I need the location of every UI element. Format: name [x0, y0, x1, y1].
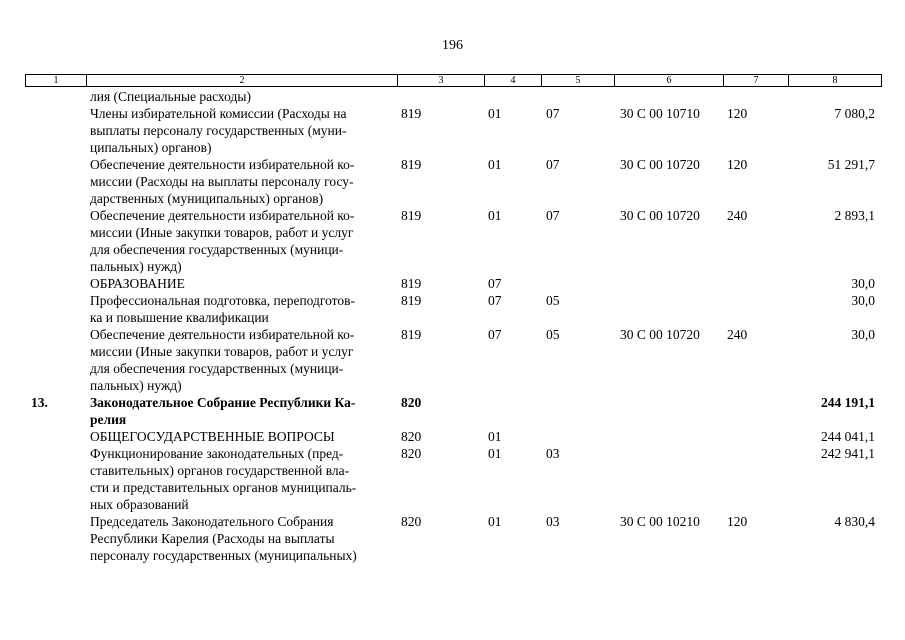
- item-name-line: миссии (Иные закупки товаров, работ и услуг: [90, 344, 354, 359]
- amount: [788, 88, 881, 105]
- column-header-1: 1: [26, 75, 87, 87]
- subsection-code: 05: [546, 293, 560, 308]
- item-name-line: для обеспечения государственных (муници-: [90, 242, 344, 257]
- subsection-code: 07: [546, 157, 560, 172]
- target-article-code: 30 С 00 10720: [620, 327, 700, 342]
- department-code: 819: [401, 276, 422, 291]
- amount: 30,0: [851, 327, 875, 342]
- page-number: 196: [442, 38, 463, 53]
- table-row: [25, 445, 881, 513]
- target-article-code: [614, 275, 723, 292]
- target-article-code: 30 С 00 10720: [620, 208, 700, 223]
- table-row: [25, 275, 881, 292]
- column-header-3: 3: [398, 75, 485, 87]
- target-article-code: [614, 88, 723, 105]
- row-number: [25, 326, 86, 394]
- header-row: [26, 75, 882, 87]
- item-name-line: ставительных) органов государственной вла-: [90, 463, 350, 478]
- department-code: 819: [401, 208, 422, 223]
- item-name: [86, 513, 397, 564]
- target-article-code: [614, 292, 723, 326]
- item-name-line: для обеспечения государственных (муници-: [90, 361, 344, 376]
- budget-table: [25, 88, 881, 564]
- row-number: 13.: [31, 395, 48, 410]
- item-name: [86, 207, 397, 275]
- section-code: 07: [488, 327, 502, 342]
- row-number: [25, 513, 86, 564]
- section-code: 07: [488, 276, 502, 291]
- item-name-line: ОБРАЗОВАНИЕ: [90, 276, 185, 291]
- expense-type-code: 120: [727, 157, 748, 172]
- item-name: [86, 394, 397, 428]
- row-number: [25, 105, 86, 156]
- department-code: 819: [401, 106, 422, 121]
- section-code: 01: [488, 429, 502, 444]
- item-name-line: лия (Специальные расходы): [90, 89, 251, 104]
- table-row: [25, 88, 881, 105]
- amount: 4 830,4: [834, 514, 875, 529]
- item-name-line: Профессиональная подготовка, переподготов-: [90, 293, 356, 308]
- item-name: [86, 105, 397, 156]
- table-row: [25, 105, 881, 156]
- target-article-code: 30 С 00 10720: [620, 157, 700, 172]
- item-name: [86, 326, 397, 394]
- amount: 30,0: [851, 276, 875, 291]
- table-row: [25, 156, 881, 207]
- amount: 7 080,2: [834, 106, 875, 121]
- expense-type-code: 240: [727, 327, 748, 342]
- amount: 242 941,1: [821, 446, 875, 461]
- item-name-line: Обеспечение деятельности избирательной ко-: [90, 327, 355, 342]
- row-number: [25, 207, 86, 275]
- subsection-code: 07: [546, 208, 560, 223]
- section-code: 01: [488, 157, 502, 172]
- row-number: [25, 445, 86, 513]
- department-code: 819: [401, 293, 422, 308]
- item-name-line: Председатель Законодательного Собрания: [90, 514, 334, 529]
- amount: 244 041,1: [821, 429, 875, 444]
- item-name-line: выплаты персоналу государственных (муни-: [90, 123, 347, 138]
- item-name-line: Республики Карелия (Расходы на выплаты: [90, 531, 335, 546]
- item-name-line: сти и представительных органов муниципаль-: [90, 480, 357, 495]
- target-article-code: 30 С 00 10210: [620, 514, 700, 529]
- subsection-code: 07: [546, 106, 560, 121]
- expense-type-code: 120: [727, 106, 748, 121]
- item-name: [86, 156, 397, 207]
- department-code: 819: [401, 157, 422, 172]
- target-article-code: 30 С 00 10710: [620, 106, 700, 121]
- table-row: [25, 326, 881, 394]
- subsection-code: 05: [546, 327, 560, 342]
- column-header-8: 8: [789, 75, 882, 87]
- expense-type-code: [723, 445, 788, 513]
- item-name-line: Обеспечение деятельности избирательной ко-: [90, 208, 355, 223]
- item-name-line: дарственных (муниципальных) органов): [90, 191, 324, 206]
- department-code: 820: [401, 395, 422, 410]
- item-name-line: Законодательное Собрание Республики Ка-: [90, 395, 356, 410]
- row-number: [25, 275, 86, 292]
- department-code: 819: [401, 327, 422, 342]
- item-name-line: ных образований: [90, 497, 189, 512]
- table-row: [25, 292, 881, 326]
- item-name-line: Обеспечение деятельности избирательной ко-: [90, 157, 355, 172]
- section-code: 01: [488, 106, 502, 121]
- row-number: [25, 292, 86, 326]
- item-name: [86, 428, 397, 445]
- item-name-line: пальных) нужд): [90, 259, 182, 274]
- subsection-code: 03: [546, 514, 560, 529]
- section-code: 07: [488, 293, 502, 308]
- item-name-line: Члены избирательной комиссии (Расходы на: [90, 106, 347, 121]
- item-name-line: ка и повышение квалификации: [90, 310, 269, 325]
- expense-type-code: [723, 292, 788, 326]
- item-name-line: ципальных) органов): [90, 140, 212, 155]
- column-header-7: 7: [724, 75, 789, 87]
- table-row: [25, 394, 881, 428]
- target-article-code: [614, 428, 723, 445]
- expense-type-code: [723, 88, 788, 105]
- expense-type-code: 120: [727, 514, 748, 529]
- column-number-header: [25, 74, 882, 87]
- item-name: [86, 292, 397, 326]
- table-row: [25, 207, 881, 275]
- section-code: 01: [488, 514, 502, 529]
- amount: 2 893,1: [834, 208, 875, 223]
- section-code: 01: [488, 446, 502, 461]
- subsection-code: [541, 428, 614, 445]
- expense-type-code: [723, 428, 788, 445]
- subsection-code: 03: [546, 446, 560, 461]
- expense-type-code: [723, 394, 788, 428]
- item-name-line: Функционирование законодательных (пред-: [90, 446, 344, 461]
- column-header-4: 4: [485, 75, 542, 87]
- section-code: [484, 394, 541, 428]
- expense-type-code: [723, 275, 788, 292]
- expense-type-code: 240: [727, 208, 748, 223]
- section-code: [484, 88, 541, 105]
- target-article-code: [614, 445, 723, 513]
- item-name: [86, 445, 397, 513]
- department-code: 820: [401, 514, 422, 529]
- item-name-line: миссии (Расходы на выплаты персоналу госу-: [90, 174, 354, 189]
- row-number: [25, 88, 86, 105]
- amount: 30,0: [851, 293, 875, 308]
- table-row: [25, 428, 881, 445]
- department-code: 820: [401, 429, 422, 444]
- item-name-line: релия: [90, 412, 127, 427]
- table-row: [25, 513, 881, 564]
- column-header-6: 6: [615, 75, 724, 87]
- subsection-code: [541, 394, 614, 428]
- budget-table-body: [25, 88, 881, 564]
- subsection-code: [541, 275, 614, 292]
- target-article-code: [614, 394, 723, 428]
- amount: 51 291,7: [827, 157, 875, 172]
- item-name: [86, 275, 397, 292]
- row-number: [25, 156, 86, 207]
- department-code: 820: [401, 446, 422, 461]
- section-code: 01: [488, 208, 502, 223]
- row-number: [25, 428, 86, 445]
- item-name-line: пальных) нужд): [90, 378, 182, 393]
- column-header-2: 2: [87, 75, 398, 87]
- department-code: [397, 88, 484, 105]
- column-header-5: 5: [542, 75, 615, 87]
- amount: 244 191,1: [821, 395, 875, 410]
- item-name: [86, 88, 397, 105]
- item-name-line: ОБЩЕГОСУДАРСТВЕННЫЕ ВОПРОСЫ: [90, 429, 335, 444]
- item-name-line: миссии (Иные закупки товаров, работ и услуг: [90, 225, 354, 240]
- subsection-code: [541, 88, 614, 105]
- item-name-line: персоналу государственных (муниципальных): [90, 548, 357, 563]
